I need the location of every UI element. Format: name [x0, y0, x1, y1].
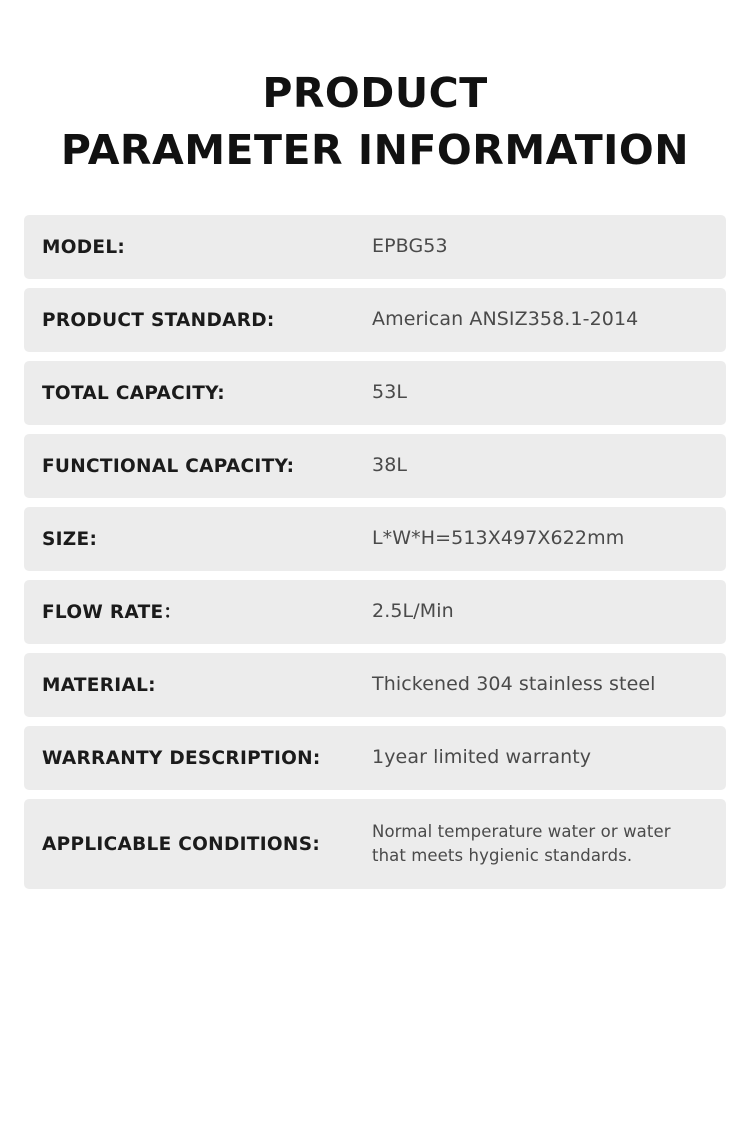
table-row — [24, 726, 726, 790]
page-title-line-1: PRODUCT — [262, 69, 488, 117]
spec-value: L*W*H=513X497X622mm — [372, 527, 625, 550]
spec-value: 38L — [372, 454, 408, 477]
table-row — [24, 653, 726, 717]
spec-label: MATERIAL: — [42, 674, 156, 696]
spec-label: TOTAL CAPACITY: — [42, 382, 225, 404]
spec-value: EPBG53 — [372, 235, 448, 258]
spec-label: SIZE: — [42, 528, 98, 550]
table-row — [24, 507, 726, 571]
table-row — [24, 288, 726, 352]
spec-label: WARRANTY DESCRIPTION: — [42, 747, 321, 769]
spec-value: Thickened 304 stainless steel — [372, 673, 656, 696]
spec-label: APPLICABLE CONDITIONS: — [42, 833, 321, 855]
spec-label: FLOW RATE： — [42, 601, 183, 623]
table-row — [24, 580, 726, 644]
spec-value: American ANSIZ358.1-2014 — [372, 308, 639, 331]
spec-label: MODEL: — [42, 236, 126, 258]
table-row — [24, 361, 726, 425]
page-title — [0, 0, 750, 174]
spec-value: 53L — [372, 381, 408, 404]
table-row — [24, 215, 726, 279]
page-title-line-2: PARAMETER INFORMATION — [60, 125, 690, 174]
spec-value: 1year limited warranty — [372, 746, 592, 769]
table-row — [24, 799, 726, 889]
spec-value: Normal temperature water or water that meets hygienic standards. — [372, 822, 671, 866]
spec-label: PRODUCT STANDARD: — [42, 309, 275, 331]
spec-label: FUNCTIONAL CAPACITY: — [42, 455, 295, 477]
spec-table — [24, 215, 726, 889]
spec-value: 2.5L/Min — [372, 600, 454, 623]
table-row — [24, 434, 726, 498]
